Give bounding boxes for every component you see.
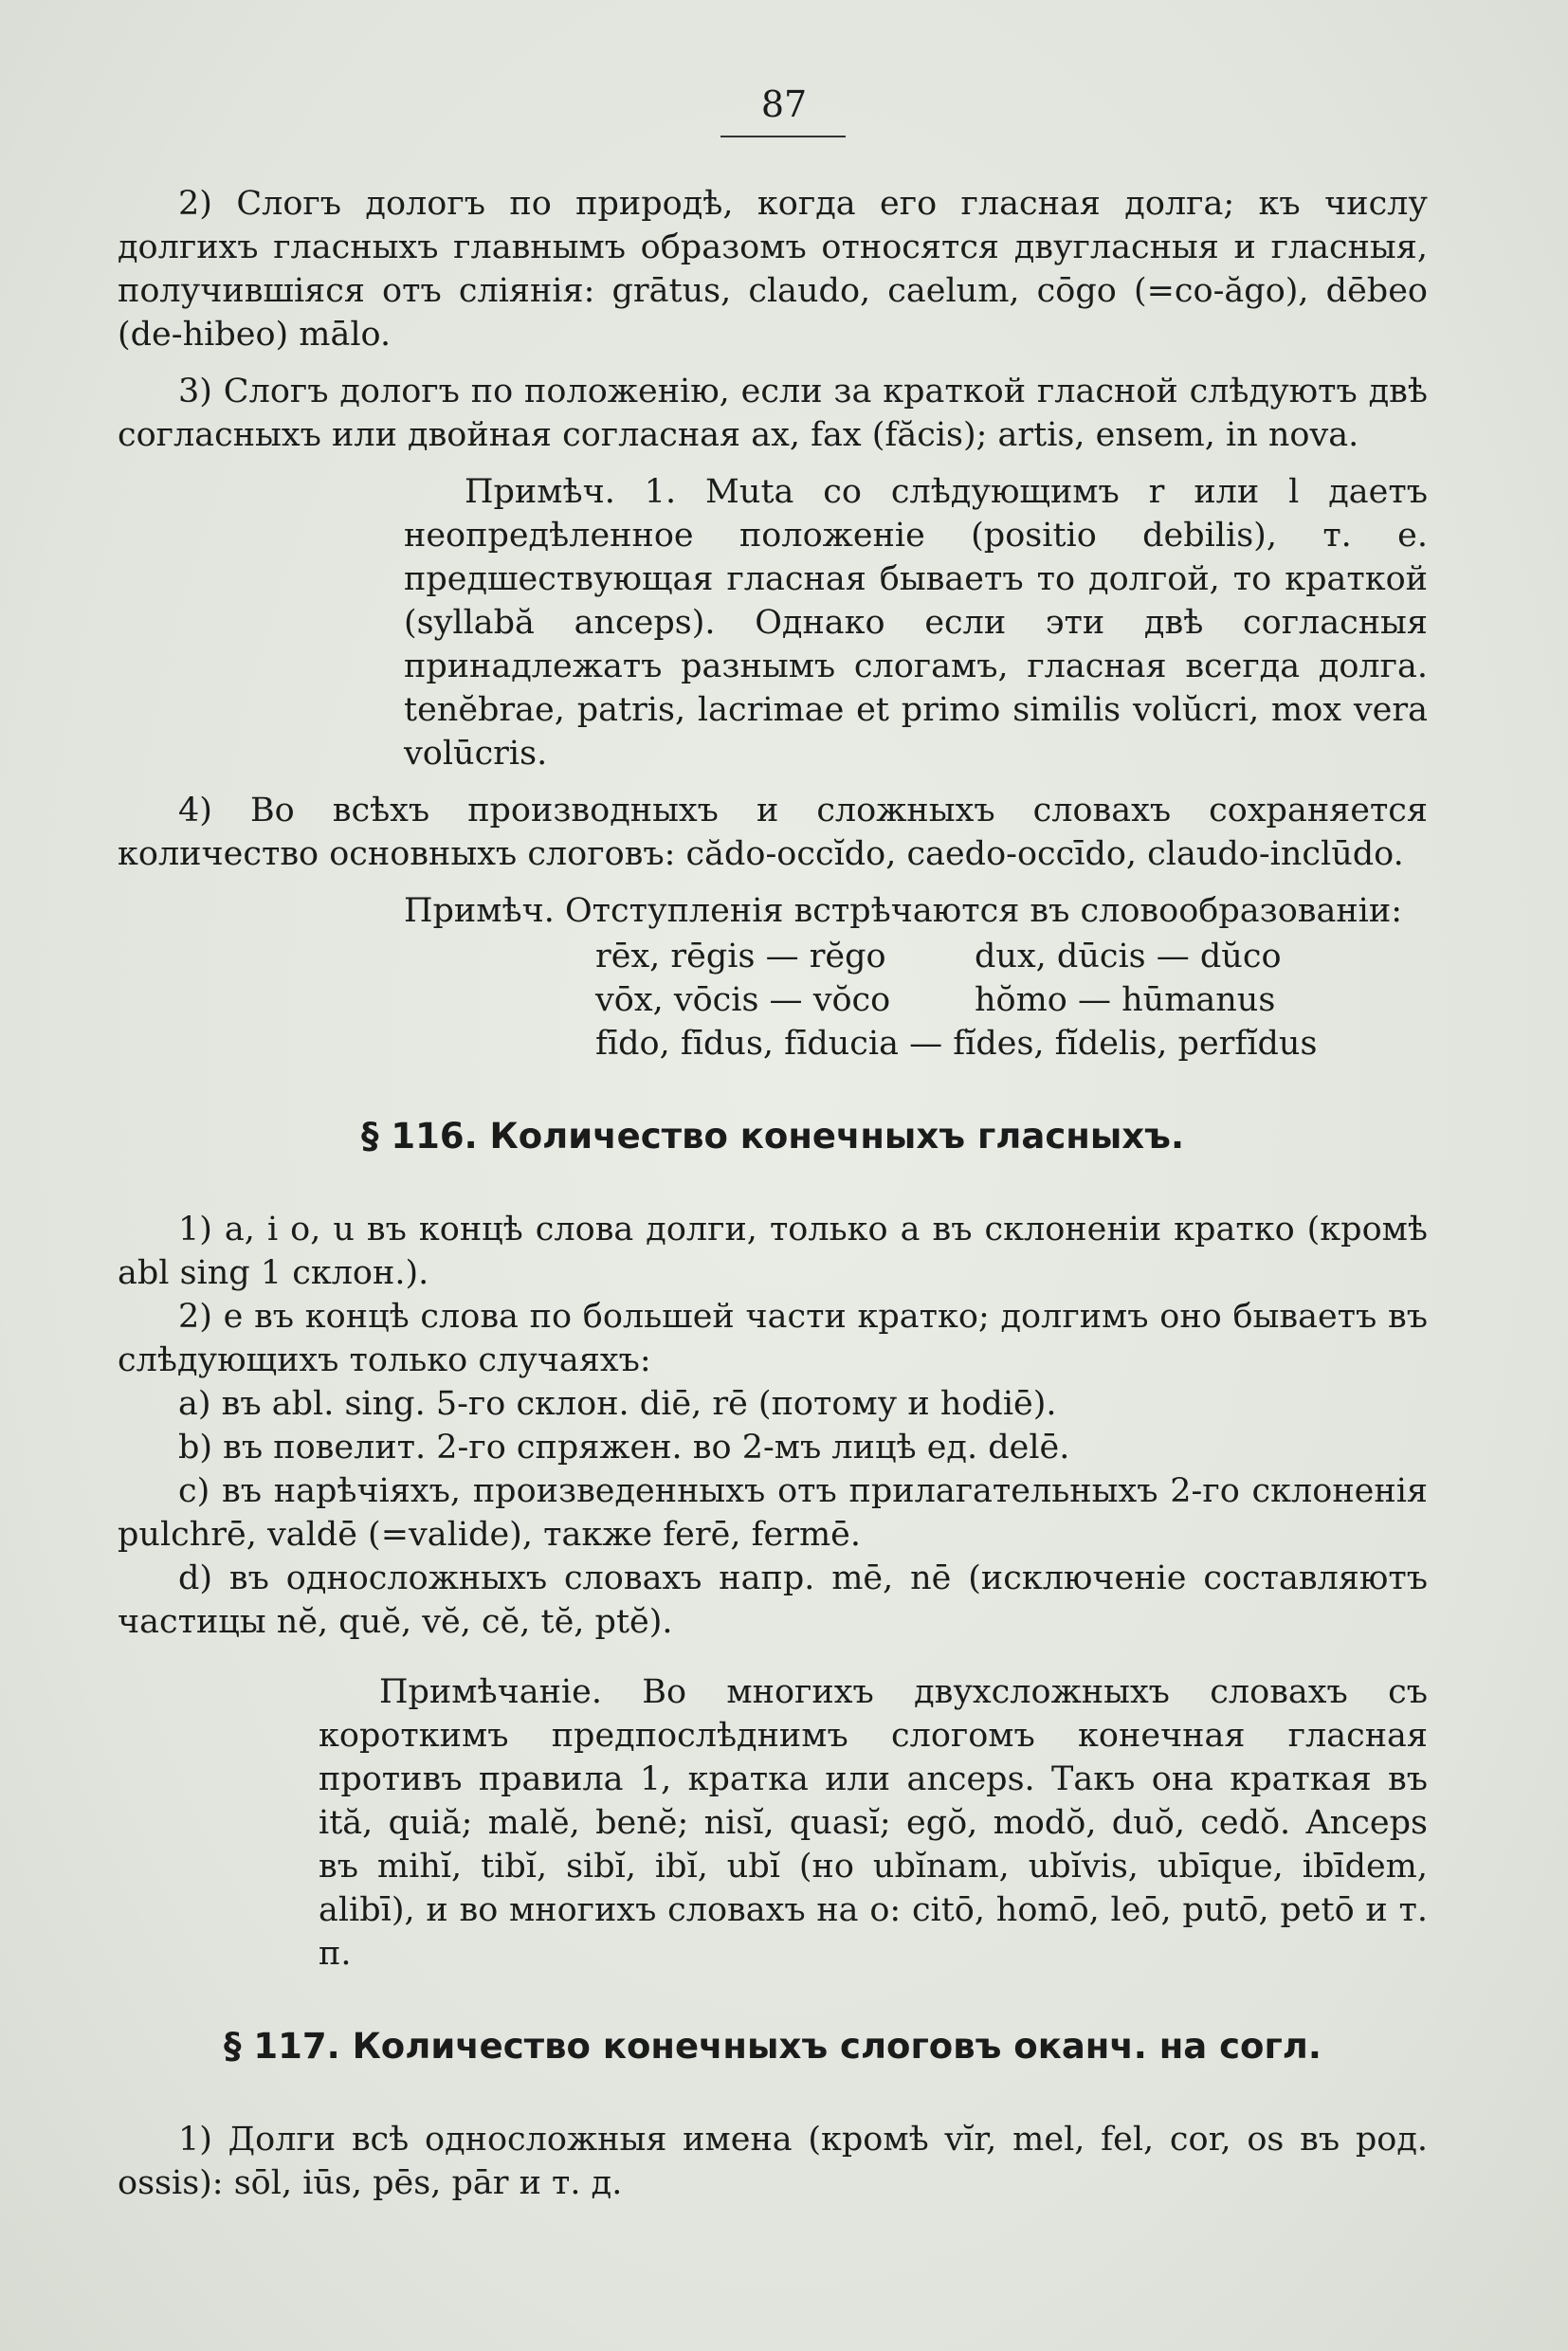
paragraph-3: 3) Слогъ дологъ по положенію, если за краткой гласной слѣдуютъ двѣ согласныхъ или двойная согласная ax, fax (făcis); artis, ensem, in nova.: [118, 373, 1428, 454]
section-116-item-b: b) въ повелит. 2-го спряжен. во 2-мъ лицѣ ед. delē.: [178, 1429, 1070, 1467]
note-1: Примѣч. 1. Muta со слѣдующимъ r или l даетъ неопредѣленное положеніе (positio debilis), т. е. предшествующая гласная бываетъ то долгой, то краткой (syllabă anceps). Однако если эти двѣ согласныя принадлежатъ разнымъ слогамъ, гласная всегда долга. tenĕbrae, patris, lacrimae et primo similis volŭcri, mox vera volūcris.: [404, 473, 1428, 773]
paragraph-2: 2) Слогъ дологъ по природѣ, когда его гласная долга; къ числу долгихъ гласныхъ главнымъ образомъ относятся двугласныя и гласныя, получившіяся отъ сліянія: grātus, claudo, caelum, cōgo (=co-ăgo), dēbeo (de-hibeo) mālo.: [118, 185, 1428, 354]
section-116-item-a: a) въ abl. sing. 5-го склон. diē, rē (потому и hodiē).: [178, 1385, 1057, 1423]
page-number: 87: [760, 83, 808, 125]
section-117-item-1: 1) Долги всѣ односложныя имена (кромѣ vĭr, mel, fel, cor, os въ род. ossis): sōl, iūs, pēs, pār и т. д.: [118, 2121, 1428, 2202]
examples-row: [595, 935, 1317, 978]
section-116-item-c: c) въ нарѣчіяхъ, произведенныхъ отъ прилагательныхъ 2-го склоненія pulchrē, valdē (=valide), также ferē, fermē.: [118, 1472, 1428, 1554]
section-117-heading: § 117. Количество конечныхъ слоговъ оканч. на согл.: [224, 2026, 1322, 2067]
section-116-item-d: d) въ односложныхъ словахъ напр. mē, nē (исключеніе составляютъ частицы nĕ, quĕ, vĕ, cĕ, tĕ, ptĕ).: [118, 1559, 1428, 1641]
section-116-heading: § 116. Количество конечныхъ гласныхъ.: [360, 1116, 1185, 1157]
page-number-rule: [720, 136, 846, 137]
examples-table: [595, 935, 1317, 1066]
paragraph-4: 4) Во всѣхъ производныхъ и сложныхъ словахъ сохраняется количество основныхъ слоговъ: cădo-occĭdo, caedo-occīdo, claudo-inclūdo.: [118, 792, 1428, 873]
page-body: [118, 182, 1428, 2205]
note-2-label: Примѣч. Отступленія встрѣчаются въ словообразованіи:: [404, 892, 1402, 930]
examples-row: [595, 1022, 1317, 1066]
examples-cell: hŏmo — hūmanus: [975, 981, 1276, 1019]
section-116-item-1: 1) a, i o, u въ концѣ слова долги, только a въ склоненіи кратко (кромѣ abl sing 1 склон.).: [118, 1211, 1428, 1292]
examples-cell: dux, dūcis — dŭco: [975, 938, 1282, 975]
examples-cell: rēx, rēgis — rĕgo: [595, 938, 886, 975]
section-116-note: Примѣчаніе. Во многихъ двухсложныхъ словахъ съ короткимъ предпослѣднимъ слогомъ конечная гласная противъ правила 1, кратка или anceps. Такъ она краткая въ ită, quiă; malĕ, benĕ; nisĭ, quasĭ; egŏ, modŏ, duŏ, cedŏ. Anceps въ mihĭ, tibĭ, sibĭ, ibĭ, ubĭ (но ubĭnam, ubĭvis, ubīque, ibīdem, alibī), и во многихъ словахъ на o: citō, homō, leō, putō, petō и т. п.: [319, 1673, 1428, 1973]
examples-cell: fīdo, fīdus, fīducia — fĭdes, fĭdelis, perfĭdus: [595, 1025, 1318, 1063]
examples-row: [595, 978, 1317, 1022]
section-116-item-2: 2) e въ концѣ слова по большей части кратко; долгимъ оно бываетъ въ слѣдующихъ только случаяхъ:: [118, 1298, 1428, 1379]
note-2: [118, 889, 1428, 1066]
spacer: [118, 1644, 1428, 1670]
examples-cell: vōx, vōcis — vŏco: [595, 981, 891, 1019]
